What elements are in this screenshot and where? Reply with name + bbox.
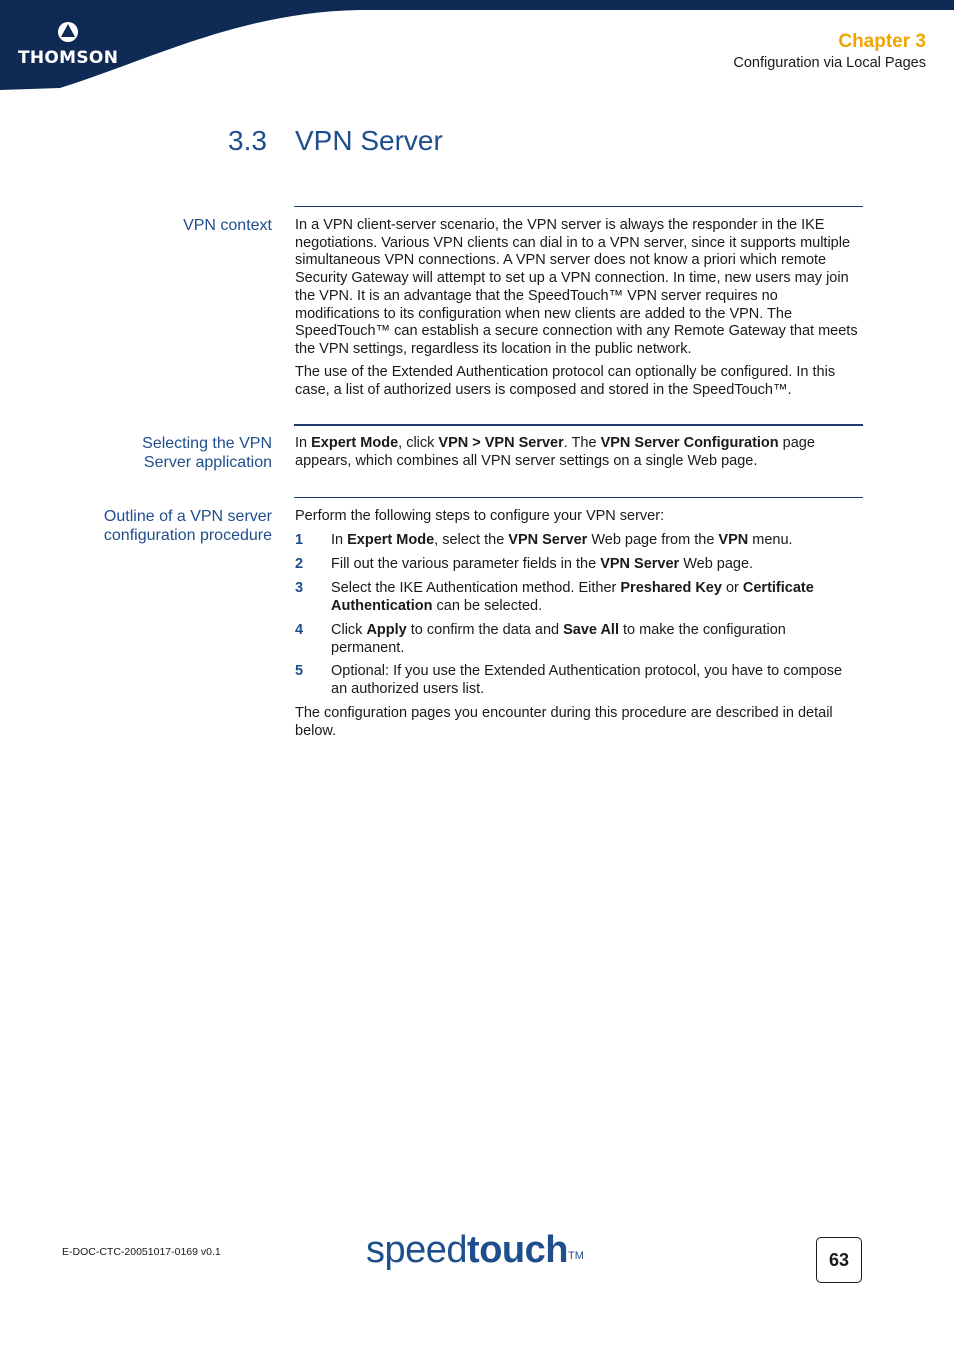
page-number: 63 bbox=[816, 1237, 862, 1283]
text: Click bbox=[331, 622, 367, 638]
section-title: VPN Server bbox=[295, 125, 443, 156]
document-id: E-DOC-CTC-20051017-0169 v0.1 bbox=[62, 1246, 221, 1258]
text: Web page from the bbox=[587, 532, 719, 548]
text: Optional: If you use the Extended Authentication protocol, you have to compose an authorized users list. bbox=[331, 663, 843, 697]
step-number: 4 bbox=[295, 622, 304, 638]
selecting-heading-line-2: Server application bbox=[143, 454, 272, 471]
text: or bbox=[721, 580, 743, 596]
step-number: 1 bbox=[295, 532, 304, 548]
bold-text: VPN > VPN Server bbox=[438, 435, 564, 451]
selecting-paragraph bbox=[295, 435, 865, 470]
text: In bbox=[331, 532, 348, 548]
step-text bbox=[331, 556, 851, 574]
text: , select the bbox=[434, 532, 509, 548]
outline-heading bbox=[72, 507, 272, 545]
bold-text: Save All bbox=[563, 622, 619, 638]
text: to make the configuration permanent. bbox=[331, 622, 786, 656]
bold-text: Apply bbox=[366, 622, 407, 638]
bold-text: VPN Server bbox=[508, 532, 588, 548]
text: Web page. bbox=[679, 556, 754, 572]
text: In bbox=[295, 435, 312, 451]
selecting-heading-line-1: Selecting the VPN bbox=[142, 435, 272, 452]
outline-heading-line-1: Outline of a VPN server bbox=[103, 508, 272, 525]
text: , click bbox=[398, 435, 439, 451]
bold-text: Preshared Key bbox=[620, 580, 722, 596]
section-heading bbox=[228, 125, 443, 157]
step-number: 5 bbox=[295, 663, 304, 679]
vpn-context-heading-text: VPN context bbox=[183, 217, 272, 234]
step-number: 3 bbox=[295, 580, 304, 596]
step-text bbox=[331, 580, 851, 615]
text: menu. bbox=[748, 532, 793, 548]
text: Fill out the various parameter fields in the bbox=[331, 556, 601, 572]
divider-vpn-context bbox=[294, 206, 863, 207]
section-number: 3.3 bbox=[228, 125, 267, 156]
divider-selecting bbox=[294, 424, 863, 426]
bold-text: Expert Mode bbox=[311, 435, 399, 451]
bold-text: Expert Mode bbox=[347, 532, 435, 548]
chapter-label: Chapter 3 bbox=[838, 31, 926, 52]
bold-text: Certificate Authentication bbox=[331, 580, 814, 614]
brand-name: THOMSON bbox=[18, 48, 119, 68]
selecting-heading bbox=[72, 434, 272, 472]
outline-intro: Perform the following steps to configure your VPN server: bbox=[295, 508, 665, 524]
brand-bold-text: touch bbox=[467, 1229, 568, 1271]
bold-text: VPN bbox=[718, 532, 749, 548]
vpn-context-paragraph-1: In a VPN client-server scenario, the VPN server is always the responder in the IKE negotiations. Various VPN clients can dial in to a VPN server, since it supports multiple simultaneous VPN connections. A VPN server does not know a priori which remote Security Gateway will attempt to set up a VPN connection. In time, new users may join the VPN. It is an advantage that the SpeedTouch™ VPN server requires no modifications to its configuration when new clients are added to the VPN. The SpeedTouch™ can establish a secure connection with any Remote Gateway that meets the VPN settings, regardless its location in the public network. bbox=[295, 217, 858, 357]
outline-heading-line-2: configuration procedure bbox=[103, 527, 272, 544]
vpn-context-heading bbox=[72, 216, 272, 235]
thomson-emblem-icon bbox=[18, 20, 118, 46]
trademark-mark: TM bbox=[567, 1250, 584, 1262]
header-band bbox=[0, 0, 954, 95]
speedtouch-logo bbox=[366, 1228, 584, 1272]
step-number: 2 bbox=[295, 556, 304, 572]
text: . The bbox=[563, 435, 601, 451]
thomson-logo bbox=[18, 20, 118, 70]
text: page appears, which combines all VPN server settings on a single Web page. bbox=[295, 435, 815, 469]
divider-outline bbox=[294, 497, 863, 498]
step-text bbox=[331, 663, 851, 698]
outline-closing: The configuration pages you encounter during this procedure are described in detail below. bbox=[295, 705, 833, 739]
chapter-subtitle: Configuration via Local Pages bbox=[733, 55, 926, 71]
bold-text: VPN Server Configuration bbox=[600, 435, 779, 451]
text: can be selected. bbox=[432, 597, 543, 614]
step-text bbox=[331, 532, 851, 550]
bold-text: VPN Server bbox=[600, 556, 680, 572]
step-text bbox=[331, 622, 851, 657]
brand-light-text: speed bbox=[366, 1229, 468, 1271]
text: to confirm the data and bbox=[406, 622, 564, 638]
text: Select the IKE Authentication method. Either bbox=[331, 580, 621, 596]
vpn-context-paragraph-2: The use of the Extended Authentication protocol can optionally be configured. In this case, a list of authorized users is composed and stored in the SpeedTouch™. bbox=[295, 364, 836, 398]
